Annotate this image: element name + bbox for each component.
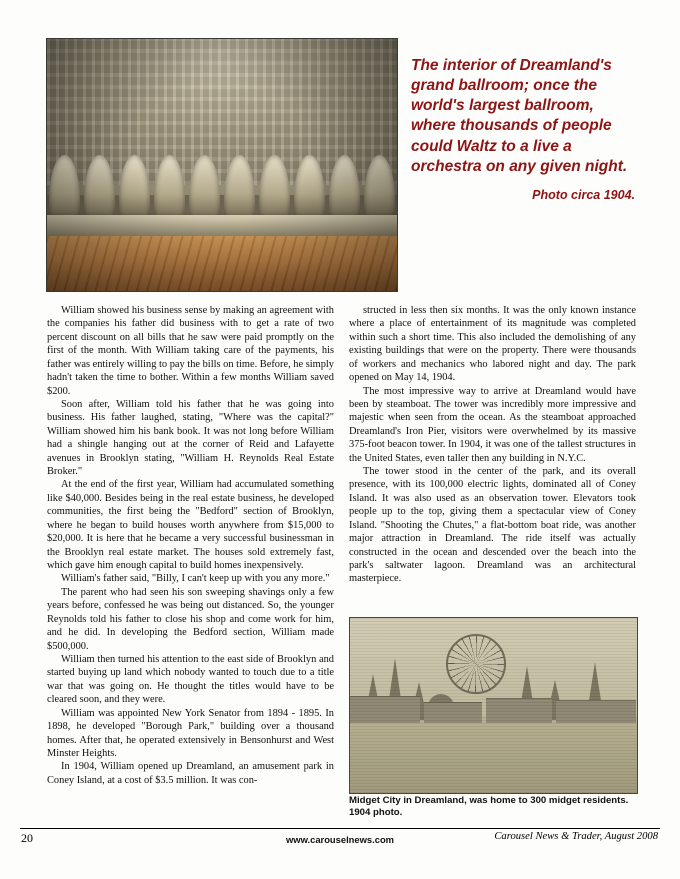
photo-caption: Midget City in Dreamland, was home to 300 midget residents. 1904 photo. [349, 795, 629, 819]
paragraph: William's father said, "Billy, I can't keep up with you any more." [61, 573, 330, 585]
pullquote [411, 56, 635, 203]
paragraph: The tower stood in the center of the park, and its overall presence, with its 100,000 electric lights, dominated all of Coney Island. It was also used as an observation tower. Elevators took people up to the top, giving them a spectacular view of Coney Island. "Shooting the Chutes," a flat-bottom boat ride, was another major attraction in Dreamland. The ride itself was actually constructed in the ocean and descended over the beach into the park's saltwater lagoon. Dreamland was an architectural masterpiece. [349, 466, 636, 585]
dreamland-ballroom-interior-photo [46, 38, 398, 292]
footer-website-url[interactable]: www.carouselnews.com [285, 834, 395, 845]
body-column-left [47, 304, 334, 787]
paragraph: The most impressive way to arrive at Dreamland would have been by steamboat. The tower was incredibly more impressive and majestic when seen from the ocean. As the steamboat approached Dreamland's Iron Pier, visitors were overwhelmed by its massive 375-foot beacon tower. In 1904, it was one of the tallest structures in the United States, even taller then any building in N.Y.C. [349, 385, 636, 464]
paragraph: structed in less then six months. It was the only known instance where a place of entertainment of its magnitude was completed within such a short time. This also included the demolishing of any existing buildings that were on the property. There were thousands of workers and mechanics who labored night and day. The park opened on May 14, 1904. [349, 305, 636, 384]
paragraph: In 1904, William opened up Dreamland, an amusement park in Coney Island, at a cost of $3.5 million. It was con- [47, 761, 334, 786]
paragraph: William showed his business sense by making an agreement with the companies his father did business with to get a rate of two percent discount on all bills that he saw were paid promptly on the first of the month. With William taking care of the payments, his father was entirely willing to pay the bills on time. Before, he simply hadn't taken the time to bother. Within a few months William saved $200. [47, 305, 334, 397]
paragraph: William was appointed New York Senator from 1894 - 1895. In 1898, he developed "Borough Park," building over a thousand homes. After that, he operated extensively in Bensonhurst and West Minster Heights. [47, 707, 334, 759]
paragraph: The parent who had seen his son sweeping shavings only a few years before, confessed he was being out distanced. So, the younger Reynolds told his father to close his shop and come work for him, and he did. In developing the Bedford section, William made $500,000. [47, 586, 334, 652]
paragraph: At the end of the first year, William had accumulated something like $40,000. Besides being in the real estate business, he developed communities, the first being the "Bedford" section of Brooklyn, where he began to build houses worth anywhere from $15,000 to $20,000. It is here that he became a very successful businessman in the Brooklyn real estate market. The houses sold extremely fast, which gave him enough capital to build homes inexpensively. [47, 479, 334, 572]
footer-divider [20, 828, 660, 829]
pullquote-text: The interior of Dreamland's grand ballroom; once the world's largest ballroom, where thousands of people could Waltz to a live a orchestra on any given night. [411, 57, 628, 175]
photo-grain-overlay [350, 618, 637, 793]
paragraph: William then turned his attention to the east side of Brooklyn and started buying up land which nobody wanted to touch due to a title war that was going on. He thought the titles would have to be cleared soon, and they were. [47, 653, 334, 706]
midget-city-dreamland-photo [349, 617, 638, 794]
body-column-right [349, 304, 636, 586]
page-number: 20 [21, 831, 33, 845]
photo-vignette [47, 39, 397, 291]
footer-issue-line: Carousel News & Trader, August 2008 [494, 831, 658, 842]
pullquote-credit: Photo circa 1904. [532, 187, 635, 202]
paragraph: Soon after, William told his father that he was going into business. His father laughed, stating, "Where was the capital?" William showed him his bank book. It was not long before William had a shingle hanging out at the corner of Reid and Lafayette avenues in Brooklyn stating, "William H. Reynolds Real Estate Broker." [47, 398, 334, 478]
